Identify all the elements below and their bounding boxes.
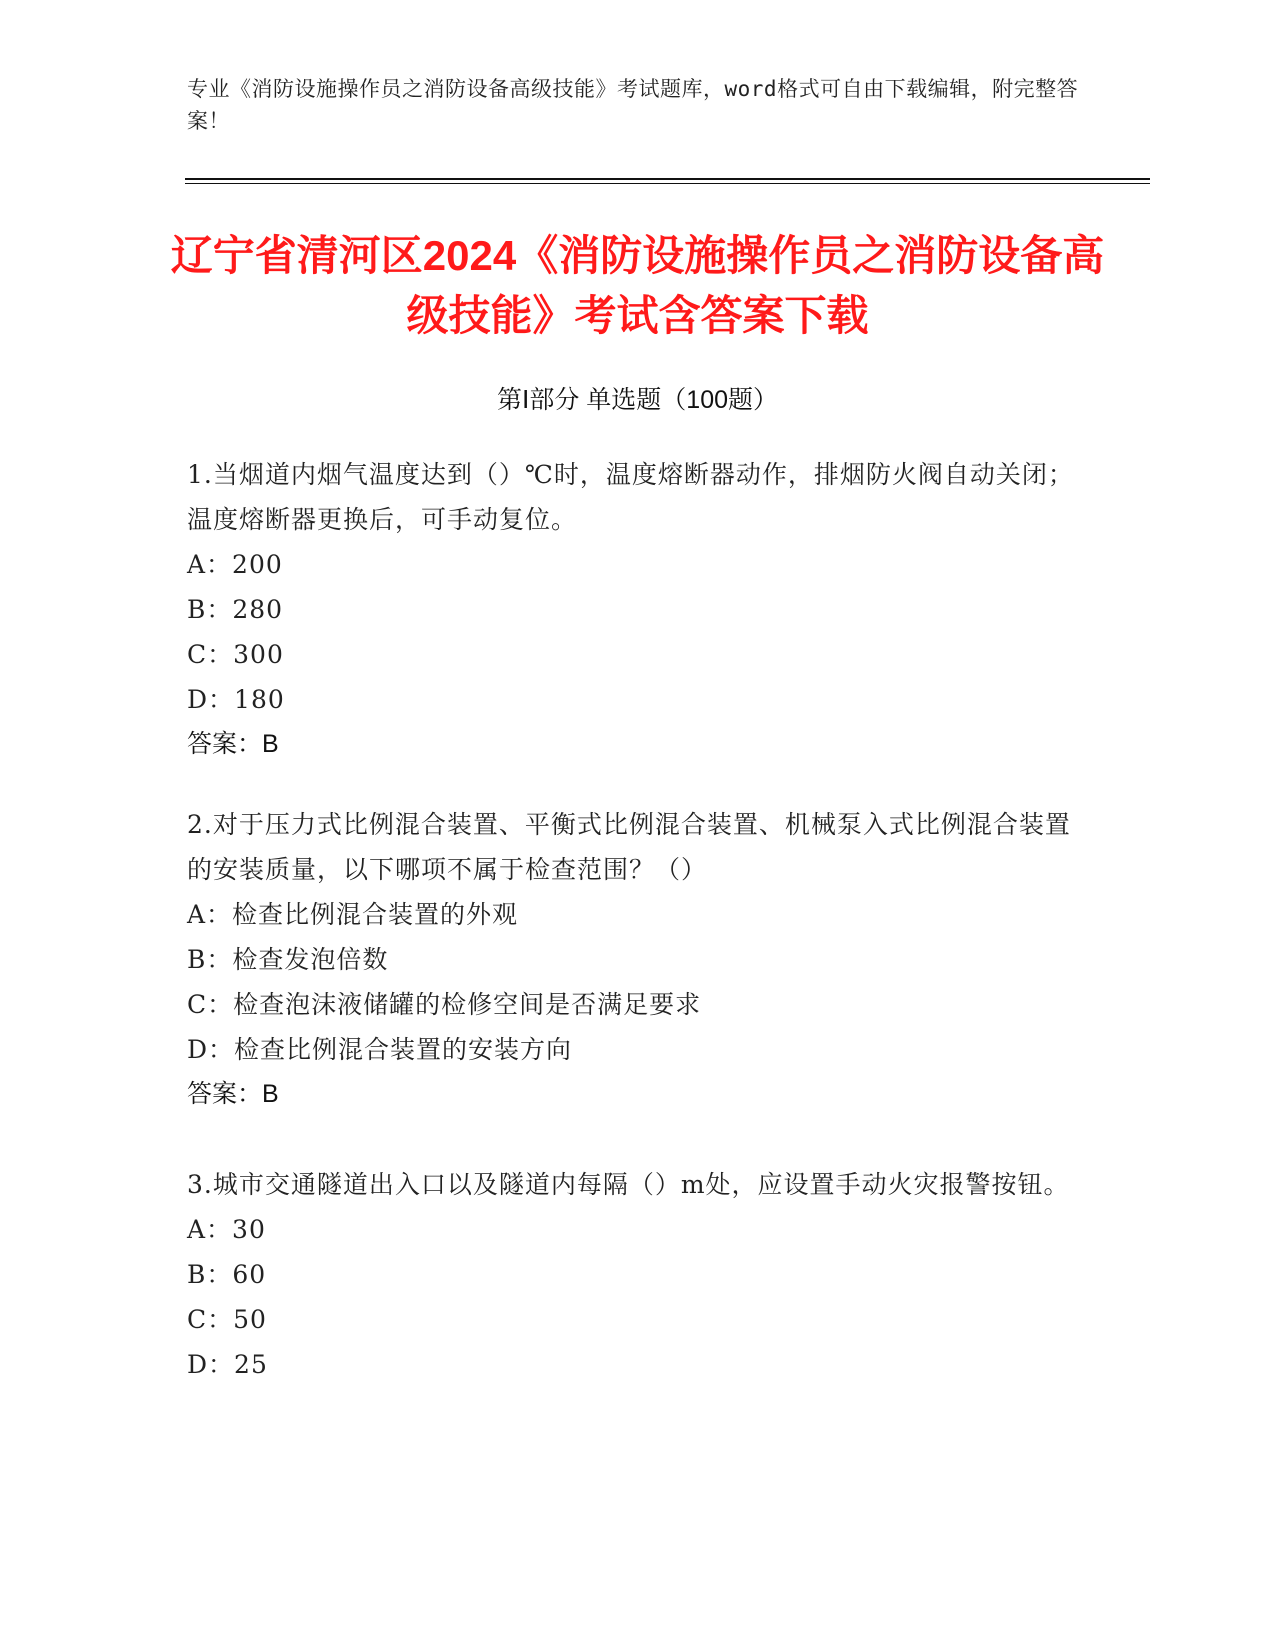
question-2 bbox=[187, 802, 1087, 1117]
header-note: 专业《消防设施操作员之消防设备高级技能》考试题库，word格式可自由下载编辑，附完整答案！ bbox=[187, 77, 1079, 133]
option-a: A：30 bbox=[187, 1215, 266, 1244]
option-c: C：50 bbox=[187, 1305, 267, 1334]
option-c: C：300 bbox=[187, 640, 284, 669]
question-stem: 1.当烟道内烟气温度达到（）℃时，温度熔断器动作，排烟防火阀自动关闭；温度熔断器更换后，可手动复位。 bbox=[187, 460, 1074, 534]
option-d: D：180 bbox=[187, 685, 285, 714]
question-1 bbox=[187, 452, 1087, 767]
option-b: B：280 bbox=[187, 595, 284, 624]
question-stem: 3.城市交通隧道出入口以及隧道内每隔（）m处，应设置手动火灾报警按钮。 bbox=[187, 1170, 1070, 1199]
answer: 答案：B bbox=[187, 730, 279, 758]
header-rule-thin bbox=[185, 183, 1150, 184]
document-title: 辽宁省清河区2024《消防设施操作员之消防设备高级技能》考试含答案下载 bbox=[170, 232, 1105, 339]
option-b: B：检查发泡倍数 bbox=[187, 945, 389, 974]
option-a: A：200 bbox=[187, 550, 283, 579]
question-stem: 2.对于压力式比例混合装置、平衡式比例混合装置、机械泵入式比例混合装置的安装质量，以下哪项不属于检查范围？（） bbox=[187, 810, 1071, 884]
answer: 答案：B bbox=[187, 1080, 279, 1108]
option-c: C：检查泡沫液储罐的检修空间是否满足要求 bbox=[187, 990, 702, 1019]
option-d: D：检查比例混合装置的安装方向 bbox=[187, 1035, 573, 1064]
question-3 bbox=[187, 1162, 1087, 1387]
section-title: 第Ⅰ部分 单选题（100题） bbox=[496, 386, 779, 414]
option-a: A：检查比例混合装置的外观 bbox=[187, 900, 519, 929]
option-d: D：25 bbox=[187, 1350, 268, 1379]
option-b: B：60 bbox=[187, 1260, 267, 1289]
header-rule-thick bbox=[185, 178, 1150, 180]
